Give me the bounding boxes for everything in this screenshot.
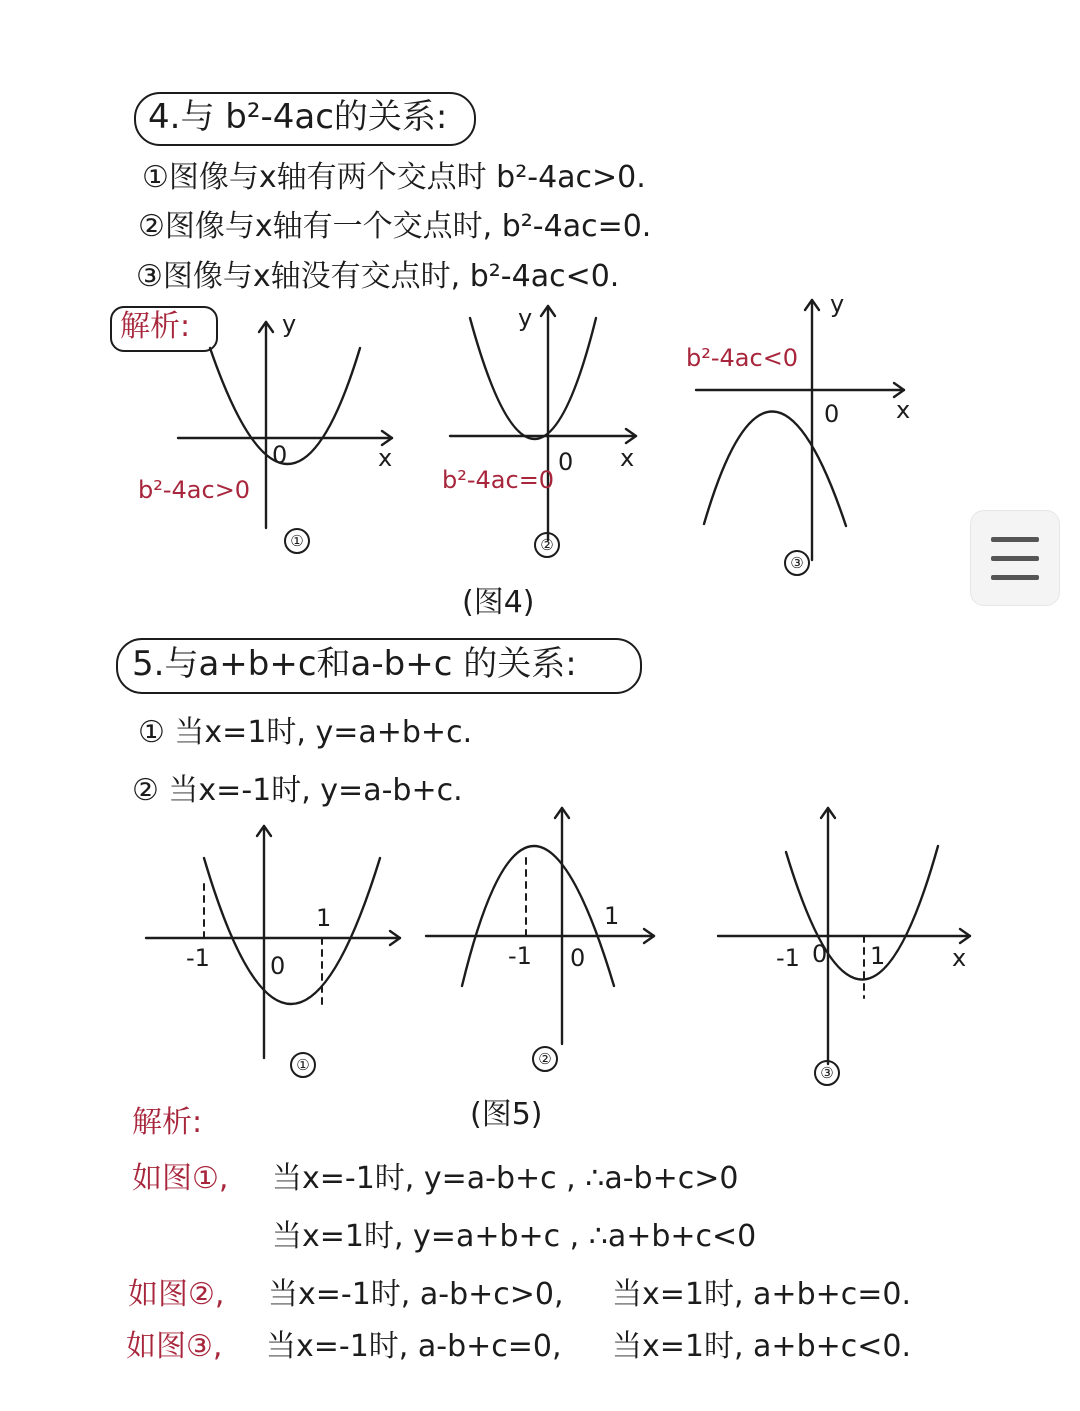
graph5-1-one: 1 bbox=[316, 904, 332, 932]
graph4-2-origin: 0 bbox=[558, 448, 574, 476]
graph4-3-note: b²-4ac<0 bbox=[686, 344, 799, 372]
graph4-1-x-label: x bbox=[378, 444, 393, 472]
graph4-3-origin: 0 bbox=[824, 400, 840, 428]
section4-title: 4.与 b²-4ac的关系: bbox=[148, 97, 448, 137]
section5-item-2: ② 当x=-1时, y=a-b+c. bbox=[132, 773, 463, 808]
analysis-row4-part-a: 当x=-1时, a-b+c=0, bbox=[266, 1329, 562, 1364]
analysis-row4-part-b: 当x=1时, a+b+c<0. bbox=[612, 1329, 912, 1364]
graph4-1-y-label: y bbox=[282, 310, 297, 338]
graph5-2-minus-one: -1 bbox=[508, 942, 532, 970]
graph5-3-x-label: x bbox=[952, 944, 967, 972]
graph5-3-number: ③ bbox=[814, 1060, 840, 1086]
graph4-1-number: ① bbox=[284, 528, 310, 554]
analysis-row3-part-b: 当x=1时, a+b+c=0. bbox=[612, 1277, 912, 1312]
graph5-2-origin: 0 bbox=[570, 944, 586, 972]
graph4-2-number: ② bbox=[534, 532, 560, 558]
figure5-caption: (图5) bbox=[470, 1097, 543, 1132]
section4-item-2: ②图像与x轴有一个交点时, b²-4ac=0. bbox=[138, 209, 652, 244]
section4-item-1: ①图像与x轴有两个交点时 b²-4ac>0. bbox=[142, 160, 646, 195]
graph5-1-origin: 0 bbox=[270, 952, 286, 980]
section4-analysis-label: 解析: bbox=[120, 309, 191, 344]
section5-analysis-label: 解析: bbox=[132, 1105, 203, 1140]
graph4-1-origin: 0 bbox=[272, 441, 288, 469]
graph5-3-one: 1 bbox=[870, 942, 886, 970]
section5-title: 5.与a+b+c和a-b+c 的关系: bbox=[132, 644, 577, 684]
analysis-row4-prefix: 如图③, bbox=[126, 1329, 223, 1364]
graph4-2-note: b²-4ac=0 bbox=[442, 466, 555, 494]
graph4-3-number: ③ bbox=[784, 550, 810, 576]
section4-item-3: ③图像与x轴没有交点时, b²-4ac<0. bbox=[136, 259, 620, 294]
graph5-1-number: ① bbox=[290, 1052, 316, 1078]
section5-item-1: ① 当x=1时, y=a+b+c. bbox=[138, 715, 473, 750]
graph5-1-minus-one: -1 bbox=[186, 944, 210, 972]
analysis-row2-text: 当x=1时, y=a+b+c , ∴a+b+c<0 bbox=[272, 1219, 757, 1254]
floating-menu-button[interactable] bbox=[970, 510, 1060, 606]
analysis-row3-prefix: 如图②, bbox=[128, 1277, 225, 1312]
analysis-row1-text: 当x=-1时, y=a-b+c , ∴a-b+c>0 bbox=[272, 1161, 739, 1196]
graph4-2-y-label: y bbox=[518, 304, 533, 332]
graph5-3-parabola bbox=[786, 846, 938, 980]
graph4-3-y-label: y bbox=[830, 290, 845, 318]
graph4-2-x-label: x bbox=[620, 444, 635, 472]
graph5-2-number: ② bbox=[532, 1046, 558, 1072]
graph5-2-one: 1 bbox=[604, 902, 620, 930]
analysis-row1-prefix: 如图①, bbox=[132, 1161, 229, 1196]
graph5-3-minus-one: -1 bbox=[776, 944, 800, 972]
figure4-caption: (图4) bbox=[462, 585, 535, 620]
graph5-3-origin: 0 bbox=[812, 940, 828, 968]
analysis-row3-part-a: 当x=-1时, a-b+c>0, bbox=[268, 1277, 564, 1312]
graph4-1-note: b²-4ac>0 bbox=[138, 476, 251, 504]
graph4-3-x-label: x bbox=[896, 396, 911, 424]
